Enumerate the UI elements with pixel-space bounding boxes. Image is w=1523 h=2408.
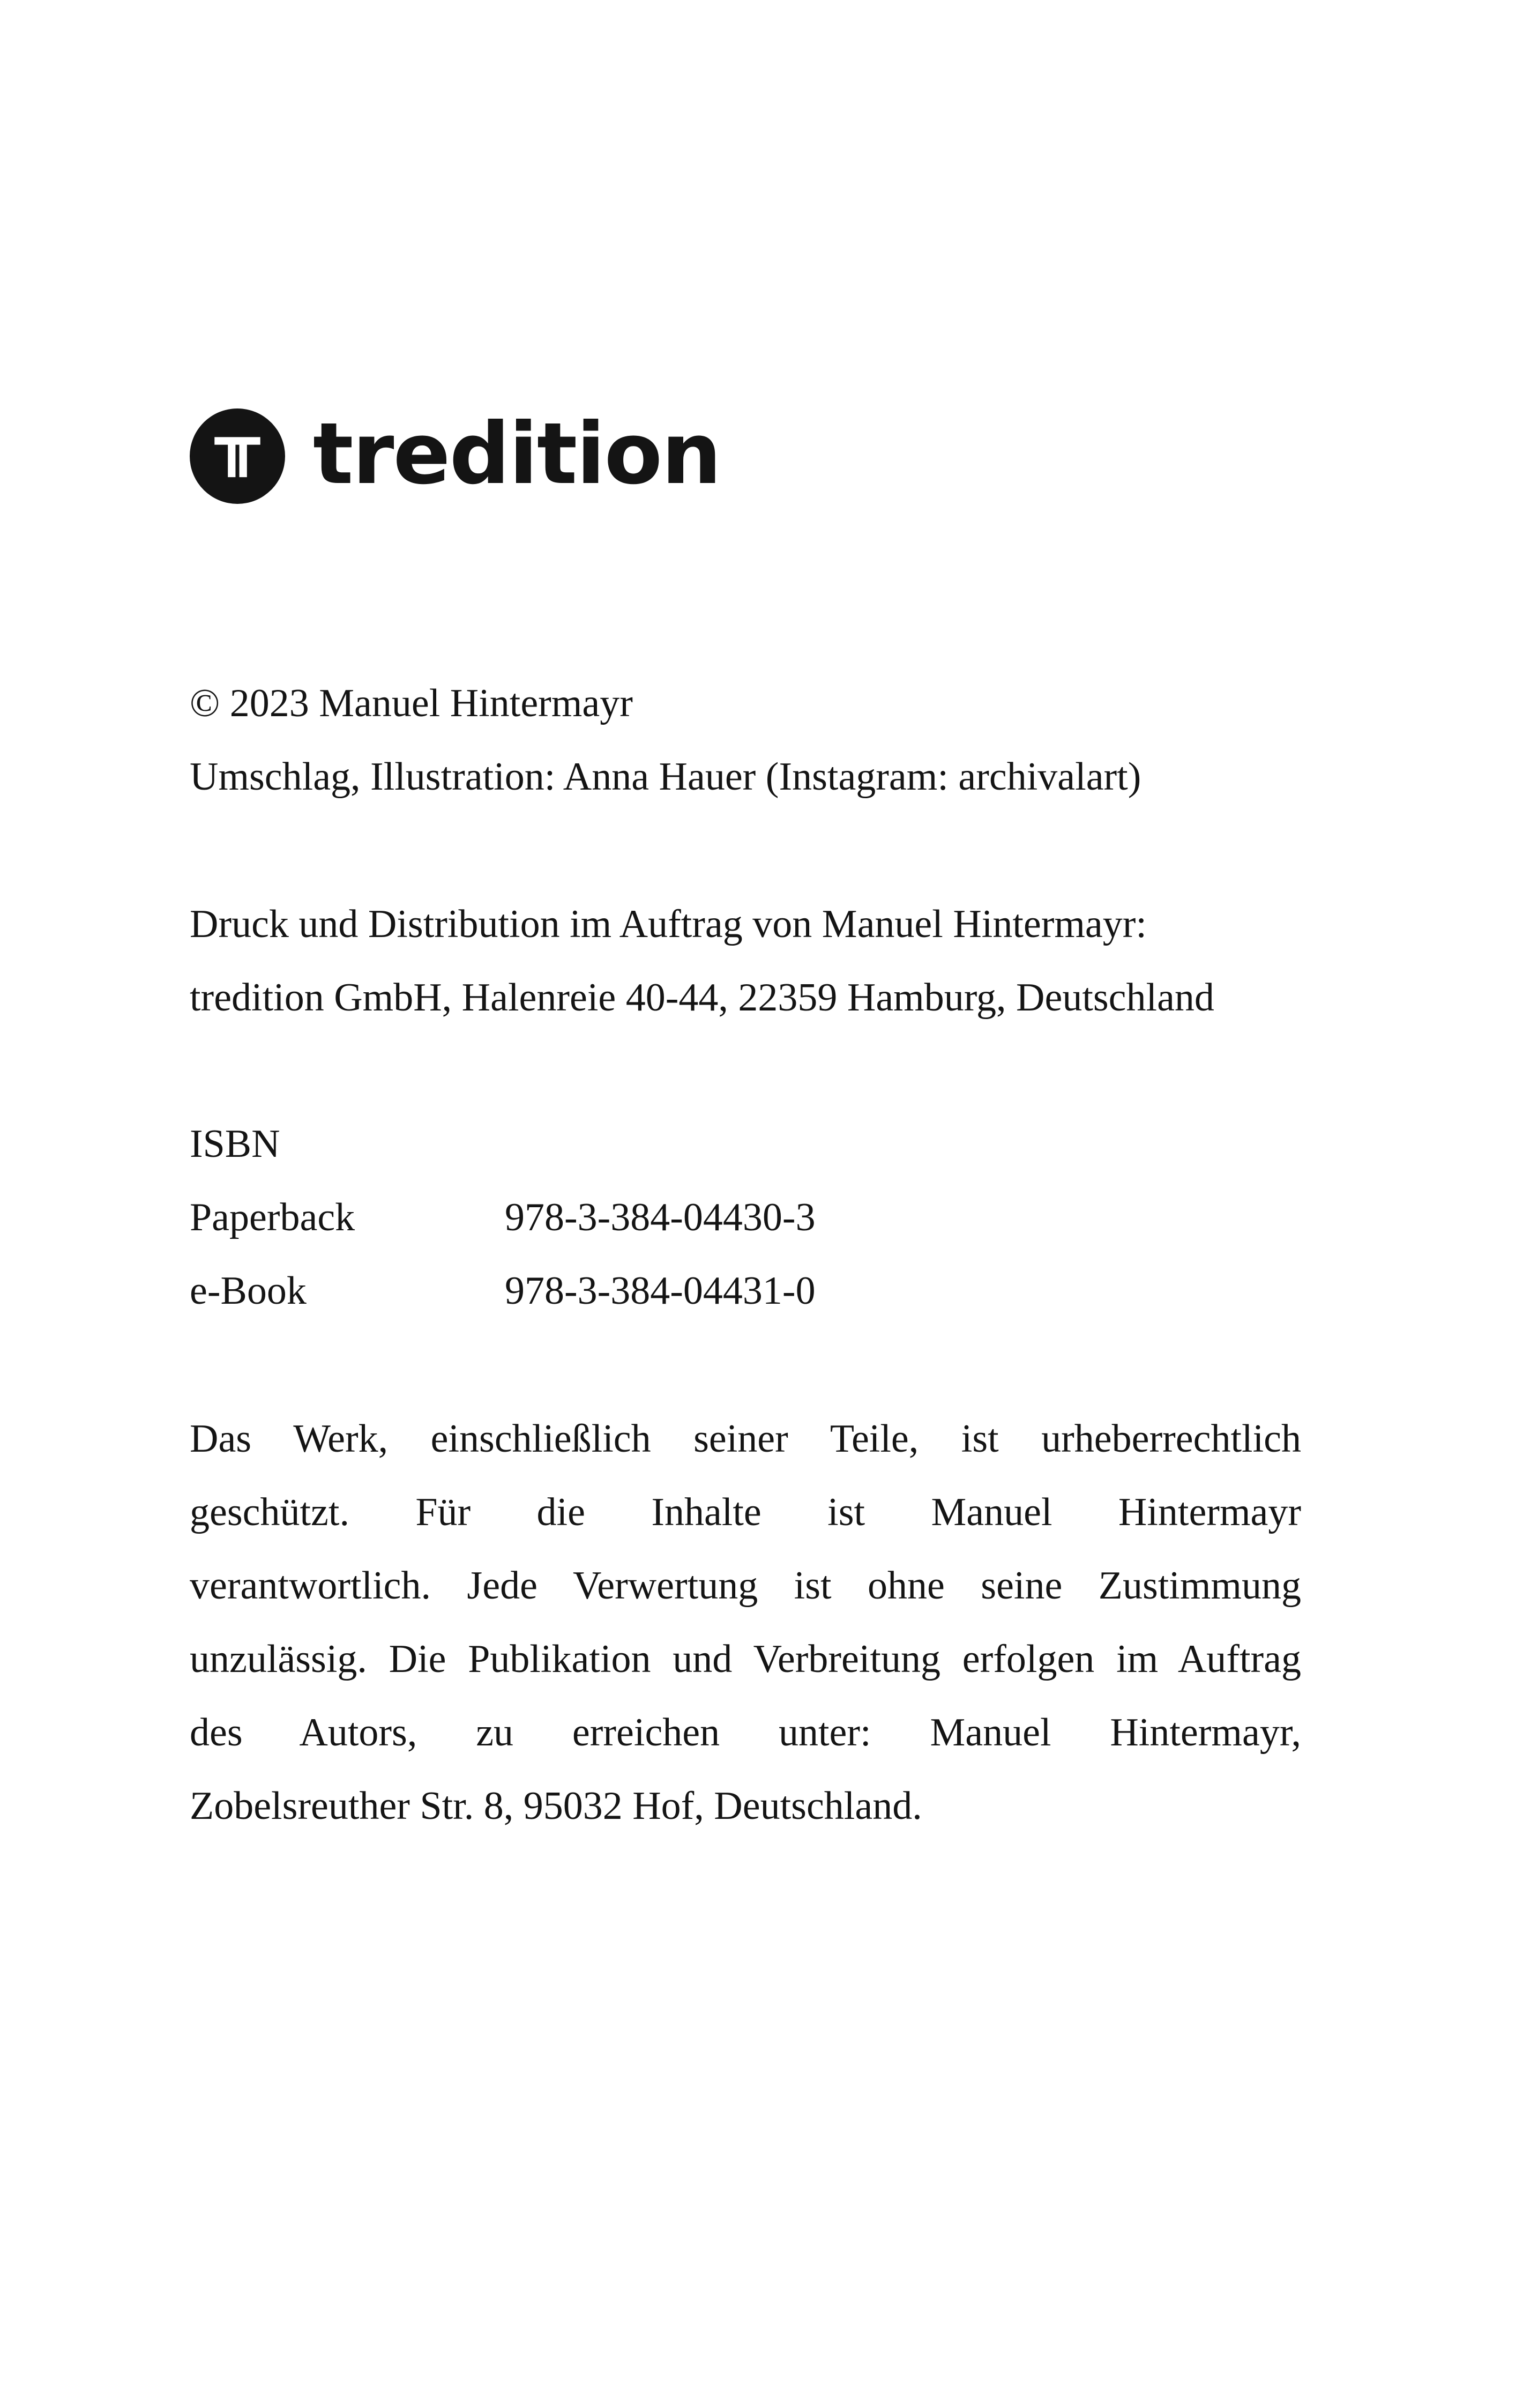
cover-credit-line: Umschlag, Illustration: Anna Hauer (Instagram: archivalart) [190,755,1141,799]
printing-line-2: tredition GmbH, Halenreie 40-44, 22359 Hamburg, Deutschland [190,976,1214,1020]
legal-line-1: Das Werk, einschließlich seiner Teile, ist urheberrechtlich [190,1417,1301,1461]
legal-notice [190,1402,1301,1843]
legal-line-3: verantwortlich. Jede Verwertung ist ohne seine Zustimmung [190,1564,1301,1608]
isbn-heading: ISBN [190,1122,280,1166]
printing-block [190,888,1301,1035]
legal-line-4: unzulässig. Die Publikation und Verbreitung erfolgen im Auftrag [190,1637,1301,1681]
isbn-row-paperback [190,1181,1301,1254]
publisher-logo [190,405,721,504]
legal-line-5: des Autors, zu erreichen unter: Manuel Hintermayr, [190,1711,1301,1755]
publisher-wordmark: tredition [313,405,721,503]
legal-line-6: Zobelsreuther Str. 8, 95032 Hof, Deutschland. [190,1784,922,1828]
isbn-row-ebook [190,1254,1301,1328]
isbn-block [190,1108,1301,1328]
isbn-format: Paperback [190,1195,355,1239]
legal-line-2: geschützt. Für die Inhalte ist Manuel Hintermayr [190,1490,1301,1534]
isbn-number: 978-3-384-04430-3 [505,1195,816,1239]
isbn-format: e-Book [190,1269,307,1313]
copyright-line: © 2023 Manuel Hintermayr [190,681,633,725]
tredition-logo-icon [190,408,285,504]
credits-block [190,667,1301,814]
printing-line-1: Druck und Distribution im Auftrag von Manuel Hintermayr: [190,902,1147,946]
isbn-number: 978-3-384-04431-0 [505,1269,816,1313]
